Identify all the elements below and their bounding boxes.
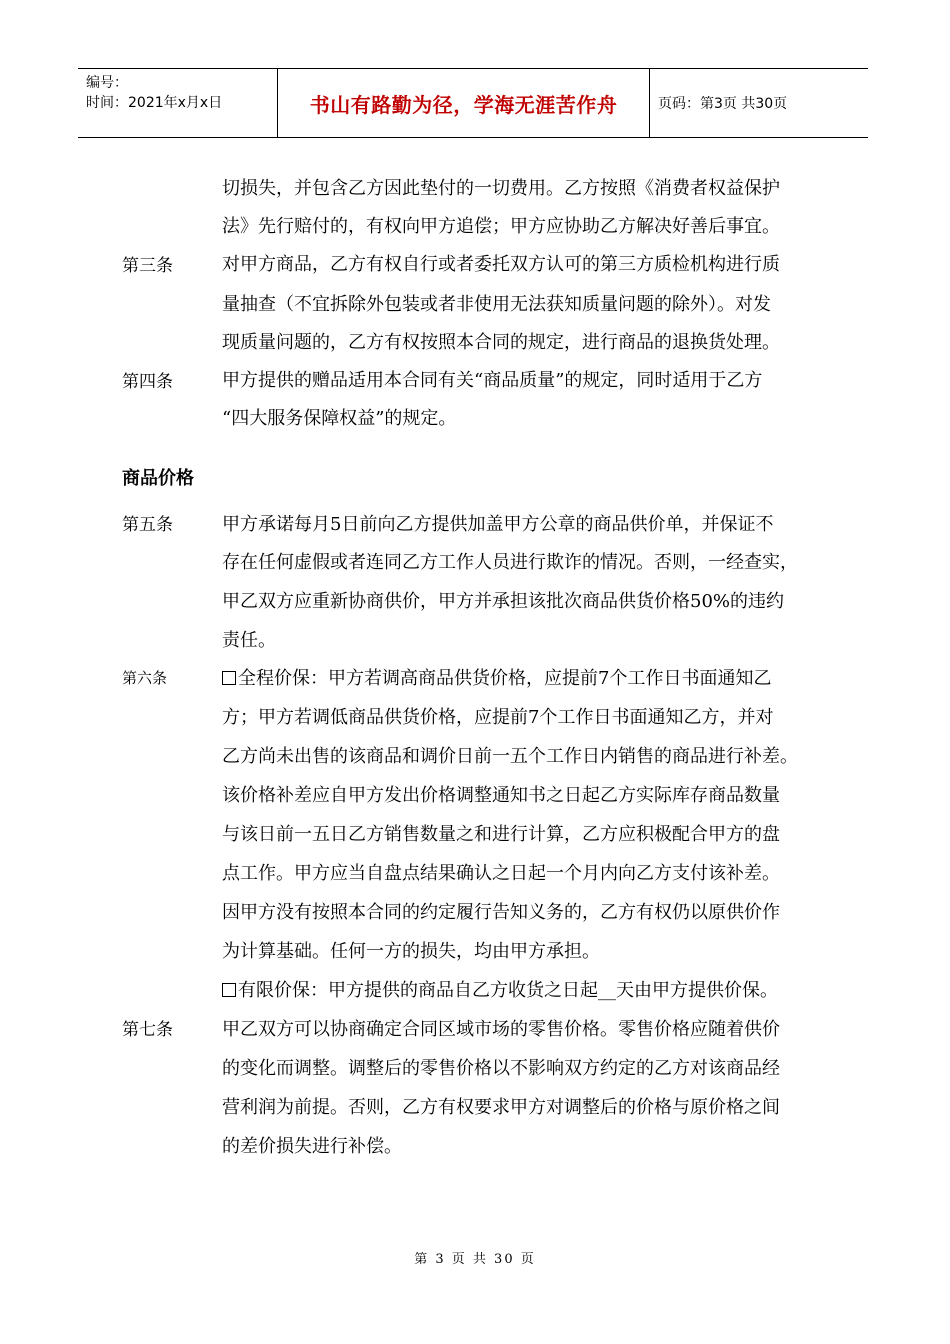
text-line: 甲方承诺每月5日前向乙方提供加盖甲方公章的商品供价单，并保证不 (222, 514, 774, 535)
page-label: 页码：第3页 共30页 (658, 96, 788, 112)
text-line: 为计算基础。任何一方的损失，均由甲方承担。 (222, 941, 600, 962)
article-6-title: 第六条 (122, 669, 168, 687)
date-label: 时间：2021年x月x日 (86, 95, 223, 111)
text-line: 营利润为前提。否则，乙方有权要求甲方对调整后的价格与原价格之间 (222, 1097, 780, 1118)
text-line: 全程价保：甲方若调高商品供货价格，应提前7个工作日书面通知乙 (222, 664, 771, 690)
text-line: 甲方提供的赠品适用本合同有关“商品质量”的规定，同时适用于乙方 (222, 370, 763, 391)
checkbox-limited-price-protection[interactable] (222, 983, 236, 997)
header-info (78, 69, 278, 137)
text-line: 法》先行赔付的，有权向甲方追偿；甲方应协助乙方解决好善后事宜。 (222, 216, 780, 237)
page-footer: 第 3 页 共 30 页 (414, 1252, 536, 1267)
text-line: 切损失，并包含乙方因此垫付的一切费用。乙方按照《消费者权益保护 (222, 178, 780, 199)
text-line: 因甲方没有按照本合同的约定履行告知义务的，乙方有权仍以原供价作 (222, 902, 780, 923)
text-line: 该价格补差应自甲方发出价格调整通知书之日起乙方实际库存商品数量 (222, 785, 780, 806)
text-line: 与该日前一五日乙方销售数量之和进行计算，乙方应积极配合甲方的盘 (222, 824, 780, 845)
text-line: 点工作。甲方应当自盘点结果确认之日起一个月内向乙方支付该补差。 (222, 863, 780, 884)
text-line: 的变化而调整。调整后的零售价格以不影响双方约定的乙方对该商品经 (222, 1058, 780, 1079)
article-4-title: 第四条 (122, 372, 173, 392)
article-3-title: 第三条 (122, 256, 173, 276)
text-line: 对甲方商品，乙方有权自行或者委托双方认可的第三方质检机构进行质 (222, 254, 780, 275)
motto: 书山有路勤为径，学海无涯苦作舟 (309, 92, 618, 117)
text-line: 甲乙双方应重新协商供价，甲方并承担该批次商品供货价格50%的违约 (222, 591, 785, 612)
text-line: 的差价损失进行补偿。 (222, 1136, 402, 1157)
article-5-title: 第五条 (122, 515, 173, 535)
checkbox-full-price-protection[interactable] (222, 671, 236, 685)
section-heading: 商品价格 (122, 468, 194, 489)
header-motto-cell (278, 69, 650, 137)
text-line: 量抽查（不宜拆除外包装或者非使用无法获知质量问题的除外）。对发 (222, 294, 771, 315)
page-header (78, 68, 868, 138)
text-line: 方；甲方若调低商品供货价格，应提前7个工作日书面通知乙方，并对 (222, 707, 774, 728)
header-page-cell (650, 69, 868, 137)
text-line: 责任。 (222, 630, 276, 651)
article-7-title: 第七条 (122, 1020, 173, 1040)
text-line: 甲乙双方可以协商确定合同区域市场的零售价格。零售价格应随着供价 (222, 1019, 780, 1040)
text-line: 现质量问题的，乙方有权按照本合同的规定，进行商品的退换货处理。 (222, 332, 780, 353)
text-line: 存在任何虚假或者连同乙方工作人员进行欺诈的情况。否则，一经查实， (222, 552, 798, 573)
text-line: “四大服务保障权益”的规定。 (222, 408, 457, 429)
text-line: 有限价保：甲方提供的商品自乙方收货之日起__天由甲方提供价保。 (222, 976, 778, 1002)
number-label: 编号： (86, 75, 128, 91)
text-line: 乙方尚未出售的该商品和调价日前一五个工作日内销售的商品进行补差。 (222, 746, 798, 767)
